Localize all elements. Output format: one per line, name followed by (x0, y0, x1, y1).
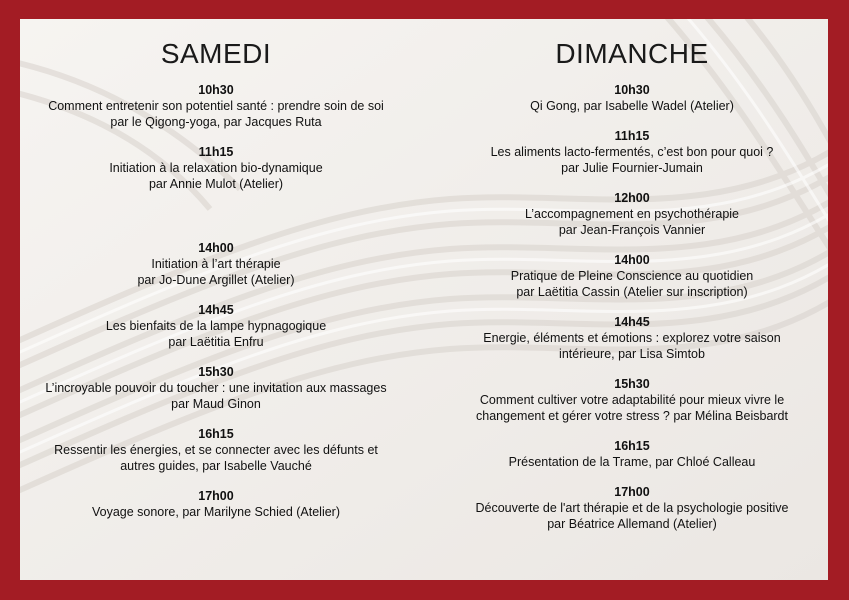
slot-description: Voyage sonore, par Marilyne Schied (Atelier) (91, 505, 341, 519)
slot-time: 12h00 (614, 191, 650, 205)
slot-time: 14h45 (198, 303, 234, 317)
slot-time: 15h30 (614, 377, 650, 391)
schedule-slot (452, 438, 812, 470)
schedule-slot (36, 82, 396, 130)
slot-description: Energie, éléments et émotions : explorez votre saison intérieure, par Lisa Simtob (483, 331, 781, 361)
slot-time: 17h00 (198, 489, 234, 503)
slot-time: 16h15 (614, 439, 650, 453)
schedule-slot (36, 302, 396, 350)
schedule-slot (452, 190, 812, 238)
slot-time: 14h00 (614, 253, 650, 267)
lunch-gap (36, 206, 396, 240)
schedule-slot (452, 252, 812, 300)
slot-description: Les bienfaits de la lampe hypnagogique par Laëtitia Enfru (105, 319, 327, 349)
slot-description: Pratique de Pleine Conscience au quotidien par Laëtitia Cassin (Atelier sur inscription) (510, 269, 754, 299)
slot-time: 10h30 (198, 83, 234, 97)
program-panel (20, 19, 828, 580)
schedule-slot (36, 364, 396, 412)
slot-description: Comment entretenir son potentiel santé : prendre soin de soi par le Qigong-yoga, par Jacques Ruta (48, 99, 384, 129)
slot-description: Initiation à l’art thérapie par Jo-Dune Argillet (Atelier) (137, 257, 295, 287)
dimanche-column (452, 38, 812, 546)
schedule-slot (452, 314, 812, 362)
dimanche-title: DIMANCHE (555, 38, 709, 69)
slot-description: Initiation à la relaxation bio-dynamique par Annie Mulot (Atelier) (109, 161, 323, 191)
slot-time: 14h00 (198, 241, 234, 255)
schedule-slot (36, 144, 396, 192)
slot-time: 16h15 (198, 427, 234, 441)
schedule-slot (36, 488, 396, 520)
slot-description: Les aliments lacto-fermentés, c’est bon pour quoi ? par Julie Fournier-Jumain (490, 145, 774, 175)
samedi-title: SAMEDI (160, 38, 272, 69)
schedule-slot (452, 82, 812, 114)
slot-time: 11h15 (198, 145, 234, 159)
schedule-slot (36, 240, 396, 288)
slot-time: 15h30 (198, 365, 234, 379)
slot-time: 10h30 (614, 83, 650, 97)
slot-time: 14h45 (614, 315, 650, 329)
slot-description: Comment cultiver votre adaptabilité pour mieux vivre le changement et gérer votre stress ? par Mélina Beisbardt (476, 393, 788, 423)
slot-time: 17h00 (614, 485, 650, 499)
schedule-slot (452, 484, 812, 532)
schedule-slot (36, 426, 396, 474)
slot-description: L’accompagnement en psychothérapie par Jean-François Vannier (524, 207, 740, 237)
slot-description: L’incroyable pouvoir du toucher : une invitation aux massages par Maud Ginon (45, 381, 387, 411)
slot-description: Présentation de la Trame, par Chloé Calleau (508, 455, 756, 469)
slot-time: 11h15 (614, 129, 650, 143)
schedule-slot (452, 376, 812, 424)
slot-description: Qi Gong, par Isabelle Wadel (Atelier) (530, 99, 734, 113)
schedule-slot (452, 128, 812, 176)
samedi-column (36, 38, 396, 534)
slot-description: Ressentir les énergies, et se connecter avec les défunts et autres guides, par Isabelle Vauché (54, 443, 378, 473)
slot-description: Découverte de l'art thérapie et de la psychologie positive par Béatrice Allemand (Atelier) (475, 501, 789, 531)
